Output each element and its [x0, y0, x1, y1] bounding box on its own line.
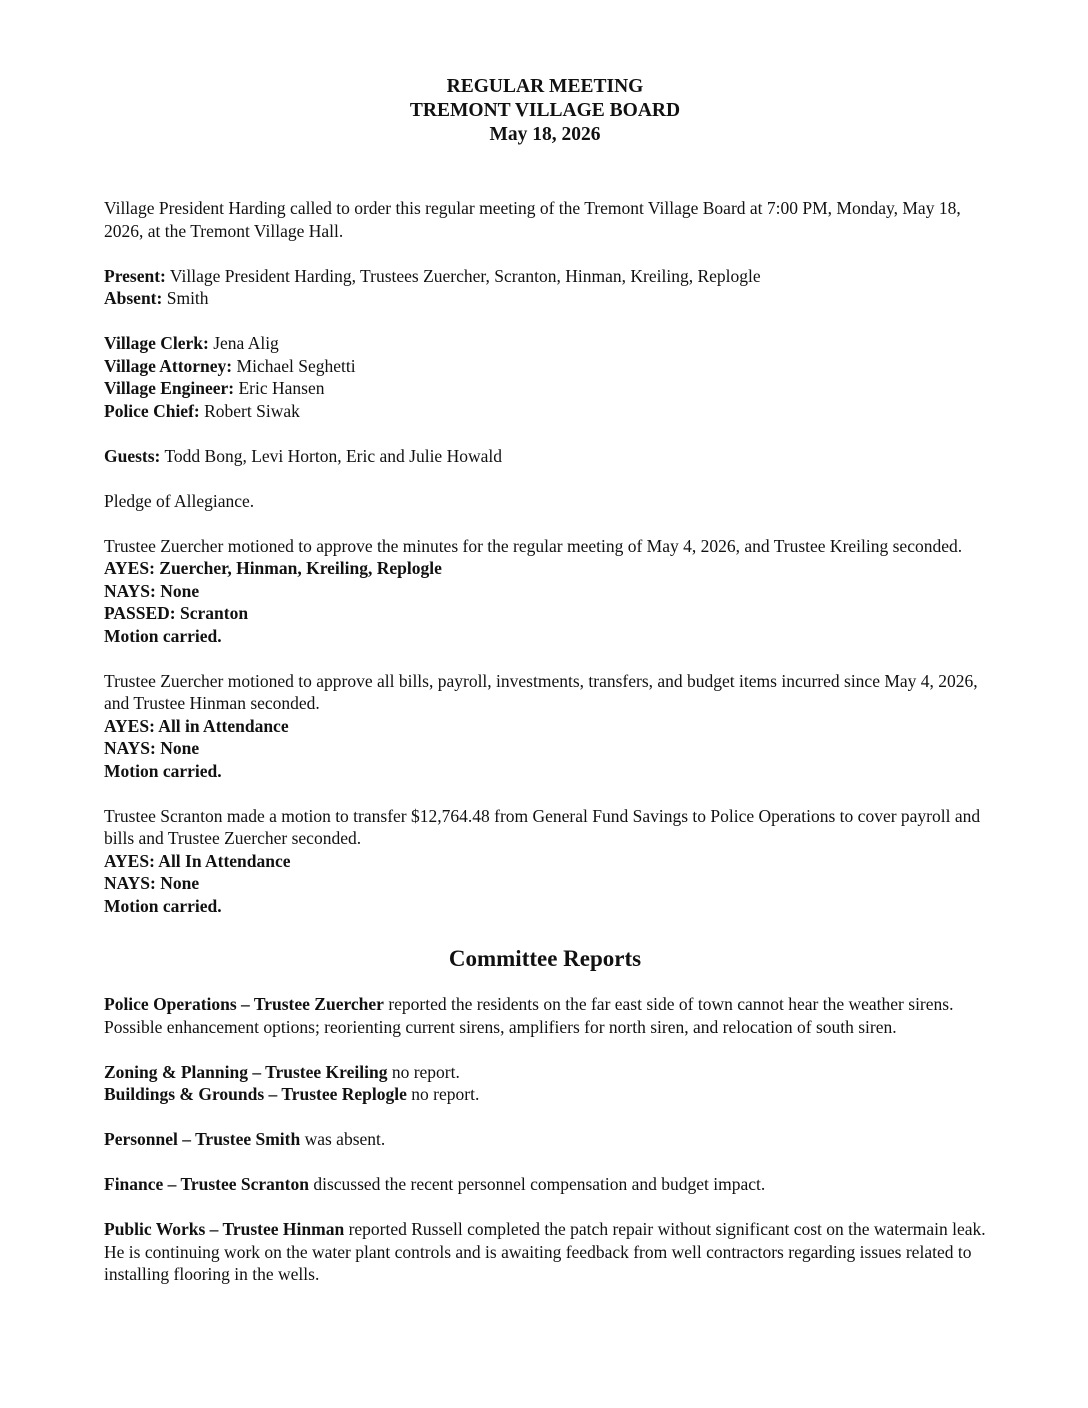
vote-line: NAYS: None — [104, 738, 200, 758]
motion-transfer — [104, 805, 998, 918]
absent-line — [104, 287, 998, 310]
official-line — [104, 377, 998, 400]
report-text: no report. — [387, 1061, 460, 1082]
absent-value: Smith — [162, 288, 209, 308]
vote-line: Motion carried. — [104, 895, 222, 916]
report-label: Finance – Trustee Scranton — [104, 1174, 309, 1194]
vote-line: PASSED: Scranton — [104, 603, 249, 623]
committee-reports-heading: Committee Reports — [448, 946, 642, 971]
report-buildings — [104, 1083, 998, 1106]
present-value: Village President Harding, Trustees Zuercher, Scranton, Hinman, Kreiling, Replogle — [165, 265, 761, 286]
header-date: May 18, 2026 — [489, 124, 601, 145]
motion-text: Trustee Zuercher motioned to approve the minutes for the regular meeting of May 4, 2026, and Trustee Kreiling seconded. — [104, 535, 963, 556]
report-label: Police Operations – Trustee Zuercher — [104, 994, 384, 1014]
report-public-works — [104, 1218, 998, 1286]
motion-minutes — [104, 535, 998, 648]
vote-line: AYES: All in Attendance — [104, 715, 289, 736]
official-value: Robert Siwak — [199, 400, 300, 421]
guests-label: Guests: — [104, 445, 161, 466]
official-label: Village Engineer: — [104, 378, 235, 398]
guests-line — [104, 445, 998, 468]
report-label: Buildings & Grounds – Trustee Replogle — [104, 1084, 407, 1104]
header-board-name: TREMONT VILLAGE BOARD — [409, 100, 681, 121]
officials-block — [104, 332, 998, 422]
document-header — [92, 75, 998, 147]
absent-label: Absent: — [104, 288, 163, 308]
official-line — [104, 400, 998, 423]
report-personnel — [104, 1128, 998, 1151]
motion-bills — [104, 670, 998, 783]
report-text: reported the residents on the far east side of town cannot hear the weather sirens. Possible enhancement options; reorienting current sirens, amplifiers for north siren, and relocation of south siren. — [104, 994, 954, 1037]
official-label: Village Clerk: — [104, 333, 209, 353]
report-text: was absent. — [300, 1129, 386, 1149]
report-label: Public Works – Trustee Hinman — [104, 1219, 345, 1239]
vote-line: NAYS: None — [104, 580, 200, 601]
attendance-block — [104, 265, 998, 310]
pledge-line: Pledge of Allegiance. — [104, 490, 255, 511]
report-finance — [104, 1173, 998, 1196]
vote-line: AYES: Zuercher, Hinman, Kreiling, Replogle — [104, 558, 442, 578]
intro-paragraph: Village President Harding called to order this regular meeting of the Tremont Village Board at 7:00 PM, Monday, May 18, 2026, at the Tremont Village Hall. — [104, 198, 961, 241]
report-label: Zoning & Planning – Trustee Kreiling — [104, 1061, 388, 1082]
official-value: Michael Seghetti — [232, 355, 356, 376]
present-label: Present: — [104, 265, 166, 286]
guests-value: Todd Bong, Levi Horton, Eric and Julie Howald — [160, 445, 502, 466]
vote-line: NAYS: None — [104, 873, 200, 893]
vote-line: AYES: All In Attendance — [104, 850, 291, 871]
report-text: reported Russell completed the patch repair without significant cost on the watermain leak. He is continuing work on the water plant controls and is awaiting feedback from well contractors regarding issues related to installing flooring in the wells. — [104, 1219, 986, 1284]
vote-line: Motion carried. — [104, 625, 222, 646]
official-line — [104, 332, 998, 355]
report-zoning — [104, 1061, 998, 1084]
official-label: Police Chief: — [104, 400, 200, 421]
official-value: Eric Hansen — [234, 378, 325, 398]
report-police — [104, 993, 998, 1038]
present-line — [104, 265, 998, 288]
report-text: no report. — [406, 1084, 480, 1104]
report-text: discussed the recent personnel compensation and budget impact. — [308, 1174, 766, 1194]
official-label: Village Attorney: — [104, 355, 233, 376]
official-value: Jena Alig — [208, 333, 279, 353]
header-title: REGULAR MEETING — [446, 76, 644, 97]
motion-text: Trustee Scranton made a motion to transfer $12,764.48 from General Fund Savings to Police Operations to cover payroll and bills and Trustee Zuercher seconded. — [104, 805, 981, 848]
vote-line: Motion carried. — [104, 760, 222, 781]
motion-text: Trustee Zuercher motioned to approve all bills, payroll, investments, transfers, and budget items incurred since May 4, 2026, and Trustee Hinman seconded. — [104, 670, 978, 713]
report-zoning-buildings — [104, 1061, 998, 1106]
report-label: Personnel – Trustee Smith — [104, 1129, 301, 1149]
official-line — [104, 355, 998, 378]
